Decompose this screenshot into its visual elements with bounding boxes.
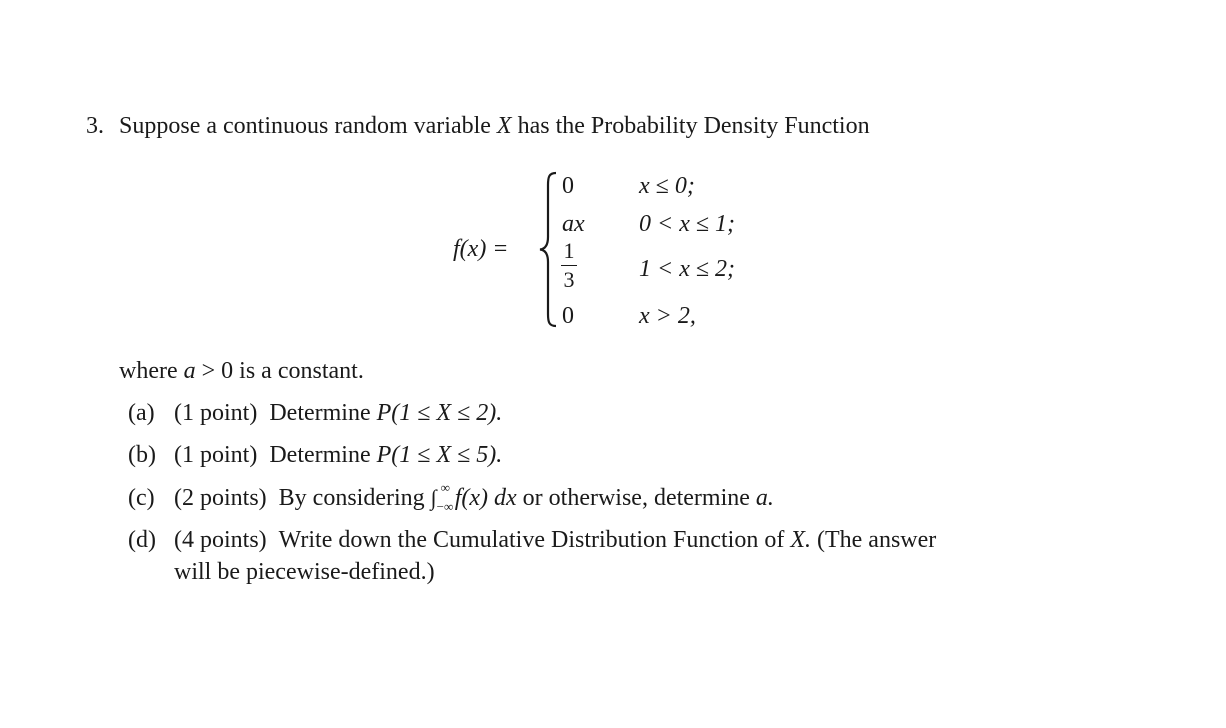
constant-note [119, 359, 364, 383]
part-a-label: (a) [128, 400, 155, 426]
fraction-bar [561, 265, 577, 266]
case-1-value: ax [562, 211, 585, 237]
case-2-fraction [560, 240, 578, 291]
integral-upper-limit: ∞ [440, 480, 450, 495]
part-d-label: (d) [128, 527, 156, 553]
case-0-condition: x ≤ 0; [639, 173, 695, 199]
part-d-instruction: Write down the Cumulative Distribution Function of [278, 527, 791, 553]
part-b-instruction: Determine [269, 442, 377, 468]
part-b-label: (b) [128, 442, 156, 468]
case-3-condition: x > 2, [639, 303, 696, 329]
integral-lower-limit: −∞ [436, 499, 454, 514]
where-text: where [119, 358, 184, 384]
intro-text-before: Suppose a continuous random variable [119, 113, 497, 139]
part-a-text [174, 401, 502, 425]
case-3-value: 0 [562, 303, 574, 329]
integral-sign: ∫ [430, 485, 437, 510]
problem-intro [119, 114, 870, 138]
intro-text-after: has the Probability Density Function [511, 113, 870, 139]
part-b-expression: P(1 ≤ X ≤ 5). [376, 442, 503, 468]
part-a-points: (1 point) [174, 400, 258, 426]
where-after: > 0 is a constant. [195, 358, 364, 384]
constant-var: a [183, 358, 196, 384]
problem-number: 3. [86, 113, 104, 139]
integral-body: f(x) dx [454, 485, 517, 511]
random-variable: X [496, 113, 512, 139]
part-b-points: (1 point) [174, 442, 258, 468]
part-d-text [174, 528, 936, 552]
part-c-label: (c) [128, 485, 155, 511]
case-0-value: 0 [562, 173, 574, 199]
part-b-text [174, 443, 502, 467]
part-a-instruction: Determine [269, 400, 377, 426]
part-c-points: (2 points) [174, 485, 267, 511]
part-d-points: (4 points) [174, 527, 267, 553]
part-d-var: X. [790, 527, 811, 553]
case-1-condition: 0 < x ≤ 1; [639, 211, 736, 237]
part-d-text-after: (The answer [810, 527, 937, 553]
integral [430, 480, 454, 514]
part-c-instruction: By considering [278, 485, 431, 511]
fraction-denominator: 3 [563, 267, 575, 292]
part-c-var: a. [755, 485, 774, 511]
part-d-line2: will be piecewise-defined.) [174, 559, 435, 585]
left-brace [539, 171, 559, 328]
part-c-text [174, 480, 774, 514]
part-a-expression: P(1 ≤ X ≤ 2). [376, 400, 503, 426]
pdf-lhs: f(x) = [453, 236, 509, 262]
fraction-numerator: 1 [563, 238, 575, 263]
part-c-text-after: or otherwise, determine [516, 485, 756, 511]
case-2-condition: 1 < x ≤ 2; [639, 256, 736, 282]
